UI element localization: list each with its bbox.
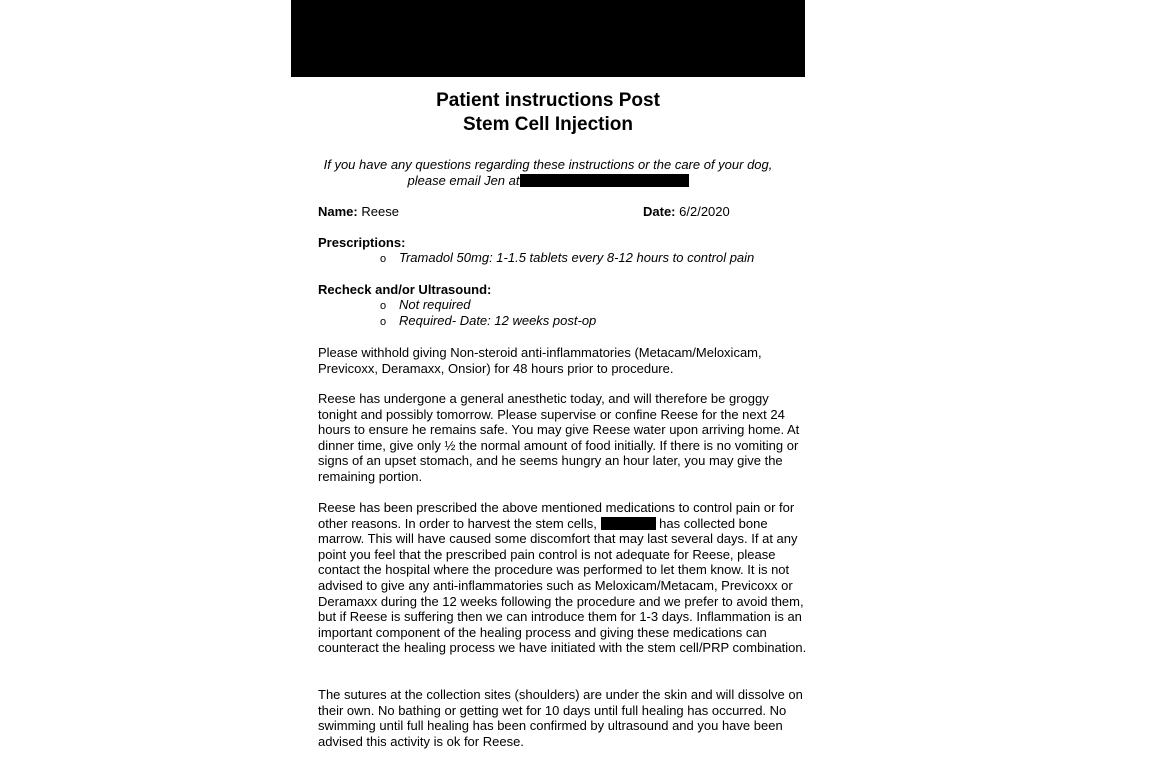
redacted-name [601,517,656,530]
sutures-paragraph: The sutures at the collection sites (shoulders) are under the skin and will dissolve on their own. No bathing or getting wet for 10 days until full healing has occurred. No swimming until full healing has been confirmed by ultrasound and you have been advised this activity is ok for Reese. [318,687,803,749]
prescription-item [380,250,754,267]
bullet-mark: o [380,300,387,312]
date-value: 6/2/2020 [679,204,730,219]
recheck-text: Required- Date: 12 weeks post-op [399,313,597,328]
redacted-header [291,0,805,77]
contact-note-prefix: please email Jen at [407,173,520,188]
date-field [643,204,730,220]
bullet-mark: o [380,316,387,328]
title-line-1: Patient instructions Post [436,90,660,111]
bullet-mark: o [380,253,387,265]
name-label: Name: [318,204,358,219]
prescriptions-heading: Prescriptions: [318,235,406,250]
date-label: Date: [643,204,676,219]
recheck-heading: Recheck and/or Ultrasound: [318,282,492,297]
contact-note-line-1: If you have any questions regarding these instructions or the care of your dog, [323,157,773,172]
contact-note [315,157,781,189]
medications-text-before: Reese has been prescribed the above mentioned medications to control pain or for other reasons. In order to harvest the stem cells, [318,500,795,531]
document-page [291,0,805,769]
medications-paragraph [318,500,808,656]
name-field [318,204,399,220]
recheck-item [380,313,596,330]
recheck-text: Not required [399,297,471,312]
anesthetic-paragraph: Reese has undergone a general anesthetic today, and will therefore be groggy tonight and possibly tomorrow. Please supervise or confine Reese for the next 24 hours to ensure he remains safe. You may give Reese water upon arriving home. At dinner time, give only ½ the normal amount of food initially. If there is no vomiting or signs of an upset stomach, and he seems hungry an hour later, you may give the remaining portion. [318,391,800,484]
nsaid-paragraph: Please withhold giving Non-steroid anti-inflammatories (Metacam/Meloxicam, Previcoxx, Deramaxx, Onsior) for 48 hours prior to procedure. [318,345,762,376]
title-line-2: Stem Cell Injection [463,114,633,135]
recheck-item [380,297,471,314]
contact-note-line-2 [315,173,781,189]
document-title [291,89,805,137]
prescription-text: Tramadol 50mg: 1-1.5 tablets every 8-12 hours to control pain [399,250,755,265]
name-value: Reese [361,204,399,219]
medications-text-after: has collected bone marrow. This will have caused some discomfort that may last several days. If at any point you feel that the prescribed pain control is not adequate for Reese, please contact the hospital where the procedure was performed to let them know. It is not advised to give any anti-inflammatories such as Meloxicam/Metacam, Previcoxx or Deramaxx during the 12 weeks following the procedure and we prefer to avoid them, but if Reese is suffering then we can introduce them for 1-3 days. Inflammation is an important component of the healing process and giving these medications can counteract the healing process we have initiated with the stem cell/PRP combination. [318,515,807,656]
redacted-email [520,174,689,187]
